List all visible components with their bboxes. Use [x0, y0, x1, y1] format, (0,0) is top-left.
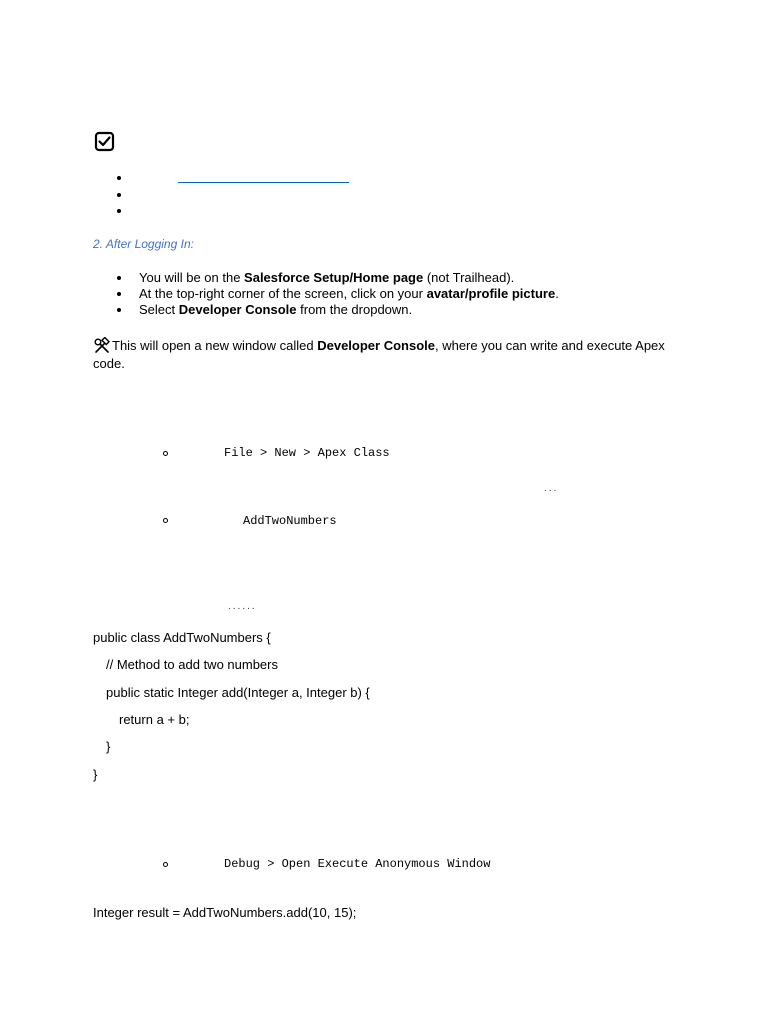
code-line: return a + b;	[119, 712, 190, 727]
section-heading: 2. After Logging In:	[93, 237, 194, 251]
hyperlink-underline[interactable]	[178, 182, 349, 183]
list-bullet	[117, 276, 121, 280]
hammer-wrench-icon	[93, 337, 111, 355]
note-text-continued: code.	[93, 356, 125, 371]
menu-path: Debug > Open Execute Anonymous Window	[224, 857, 491, 871]
login-step-bullet	[117, 193, 121, 197]
sub-list-bullet	[163, 518, 168, 523]
checked-box-icon	[94, 131, 116, 153]
code-line: public class AddTwoNumbers {	[93, 630, 271, 645]
login-step-bullet	[117, 176, 121, 180]
ellipsis-text: ...	[544, 483, 559, 494]
code-line: Integer result = AddTwoNumbers.add(10, 15);	[93, 905, 357, 920]
login-step-bullet	[117, 209, 121, 213]
code-line: public static Integer add(Integer a, Integer b) {	[106, 685, 370, 700]
sub-list-bullet	[163, 862, 168, 867]
note-text: This will open a new window called Developer Console, where you can write and execute Apex	[112, 338, 665, 353]
code-line: }	[93, 767, 98, 782]
sub-list-bullet	[163, 451, 168, 456]
code-line: }	[106, 739, 111, 754]
ellipsis-text: ......	[228, 601, 257, 612]
menu-path: File > New > Apex Class	[224, 446, 390, 460]
list-item: At the top-right corner of the screen, click on your avatar/profile picture.	[139, 286, 559, 301]
list-bullet	[117, 292, 121, 296]
code-line: // Method to add two numbers	[106, 657, 278, 672]
class-name: AddTwoNumbers	[243, 514, 337, 528]
list-item: You will be on the Salesforce Setup/Home page (not Trailhead).	[139, 270, 515, 285]
list-item: Select Developer Console from the dropdown.	[139, 302, 413, 317]
list-bullet	[117, 308, 121, 312]
